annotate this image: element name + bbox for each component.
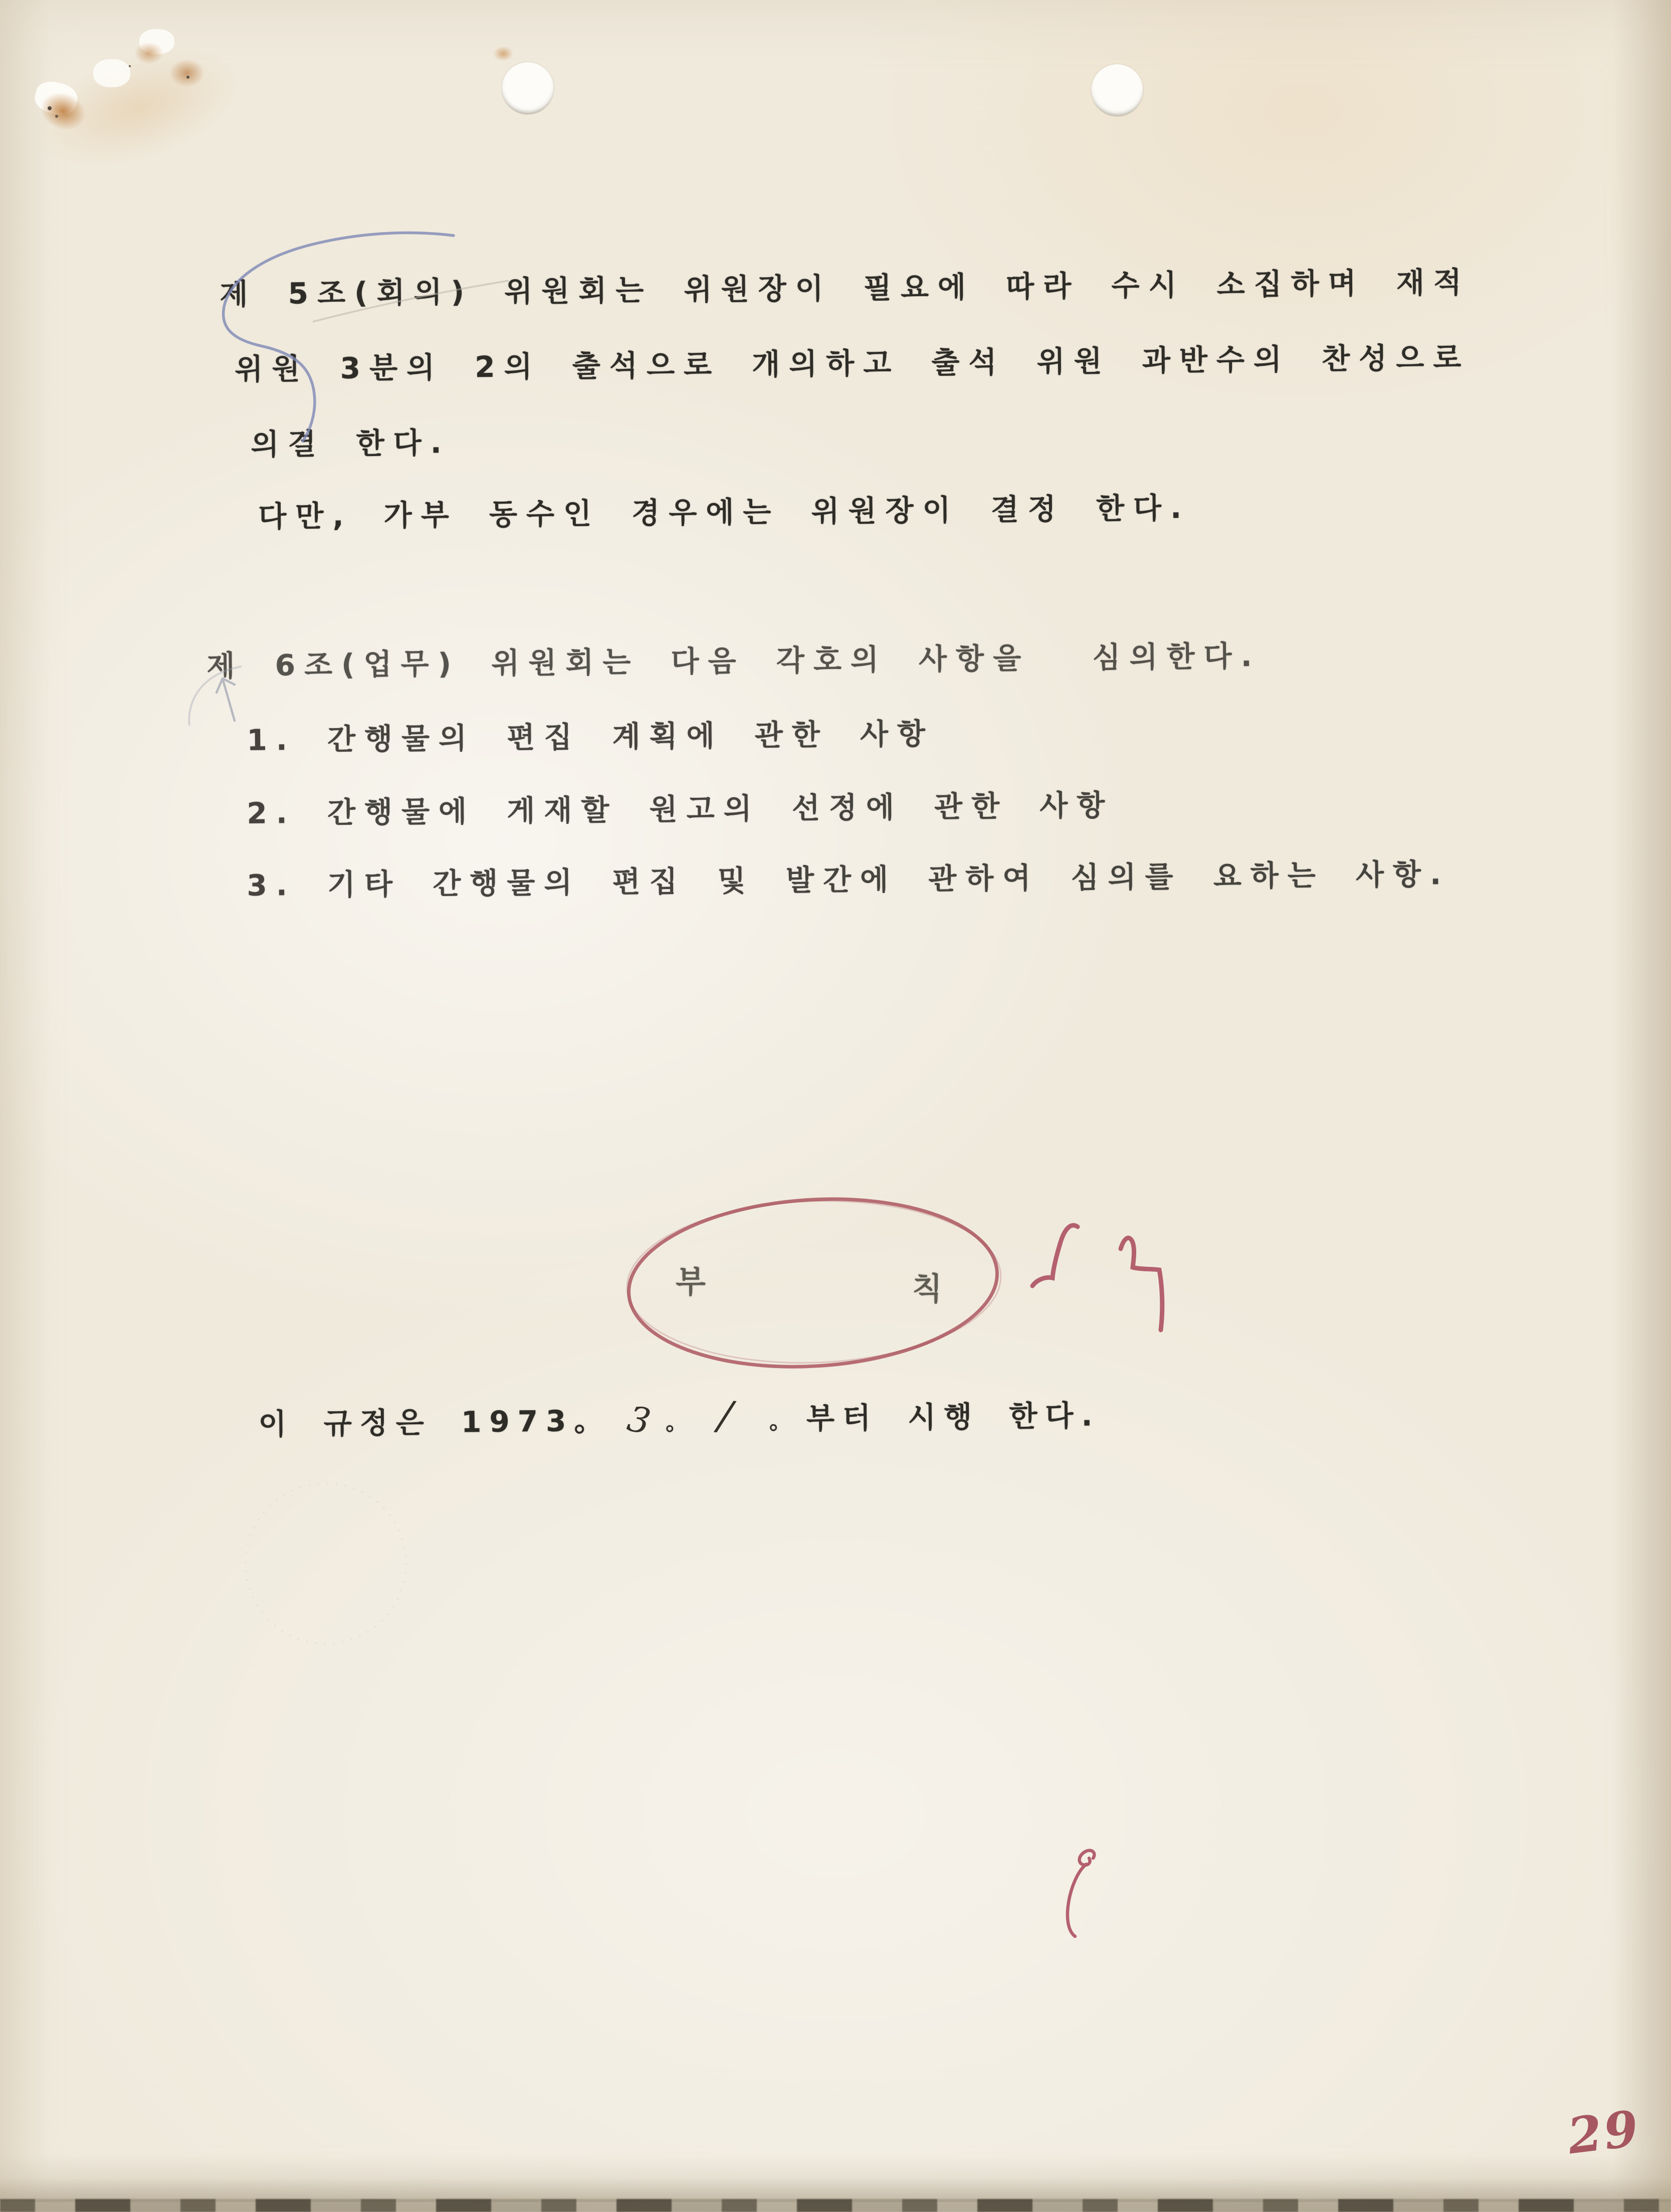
article5-line4: 다만, 가부 동수인 경우에는 위원장이 결정 한다. [258,491,1191,534]
red-mark-54 [1032,1225,1162,1330]
stamp-title-left-char: 부 [676,1263,706,1300]
typed-period-2: 。 [769,1408,792,1435]
pencil-line [313,281,509,322]
article5-line3: 의결 한다. [251,425,451,462]
article5-line2: 위원 3분의 2의 출석으로 개의하고 출석 위원 과반수의 찬성으로 [235,340,1471,386]
article6-item-3: 3. 기타 간행물의 편집 및 발간에 관하여 심의를 요하는 사항. [247,856,1450,903]
article5-line1: 제 5조(회의) 위원회는 위원장이 필요에 따라 수시 소집하며 재적 [220,265,1471,311]
effective-typed-prefix: 이 규정은 1973。 [258,1403,611,1441]
effective-typed-suffix: 부터 시행 한다. [806,1398,1101,1436]
article6-heading: 제 6조(업무) 위원회는 다음 각호의 사항을 심의한다. [206,638,1262,683]
blue-pen-curve [224,233,454,441]
page-number-handwritten: 29 [1564,2099,1643,2166]
stamp-ellipse [624,1189,1002,1377]
handwritten-month: 3 [623,1398,654,1443]
stamp-ellipse-ghost [624,1195,1004,1369]
article6-item-2: 2. 간행물에 게재할 원고의 선정에 관한 사항 [247,788,1114,830]
stamp-title-right-char: 칙 [912,1270,942,1307]
bottom-torn-edge [0,2199,1671,2212]
faint-ghost-circle [246,1483,406,1644]
pencil-arrow [217,679,235,721]
handwritten-day: / [716,1392,735,1440]
red-squiggle [1068,1850,1094,1936]
typed-period-1: 。 [665,1410,688,1436]
bottom-edge-shadow [0,2178,1671,2202]
article6-item-1: 1. 간행물의 편집 계획에 관한 사항 [247,716,935,757]
